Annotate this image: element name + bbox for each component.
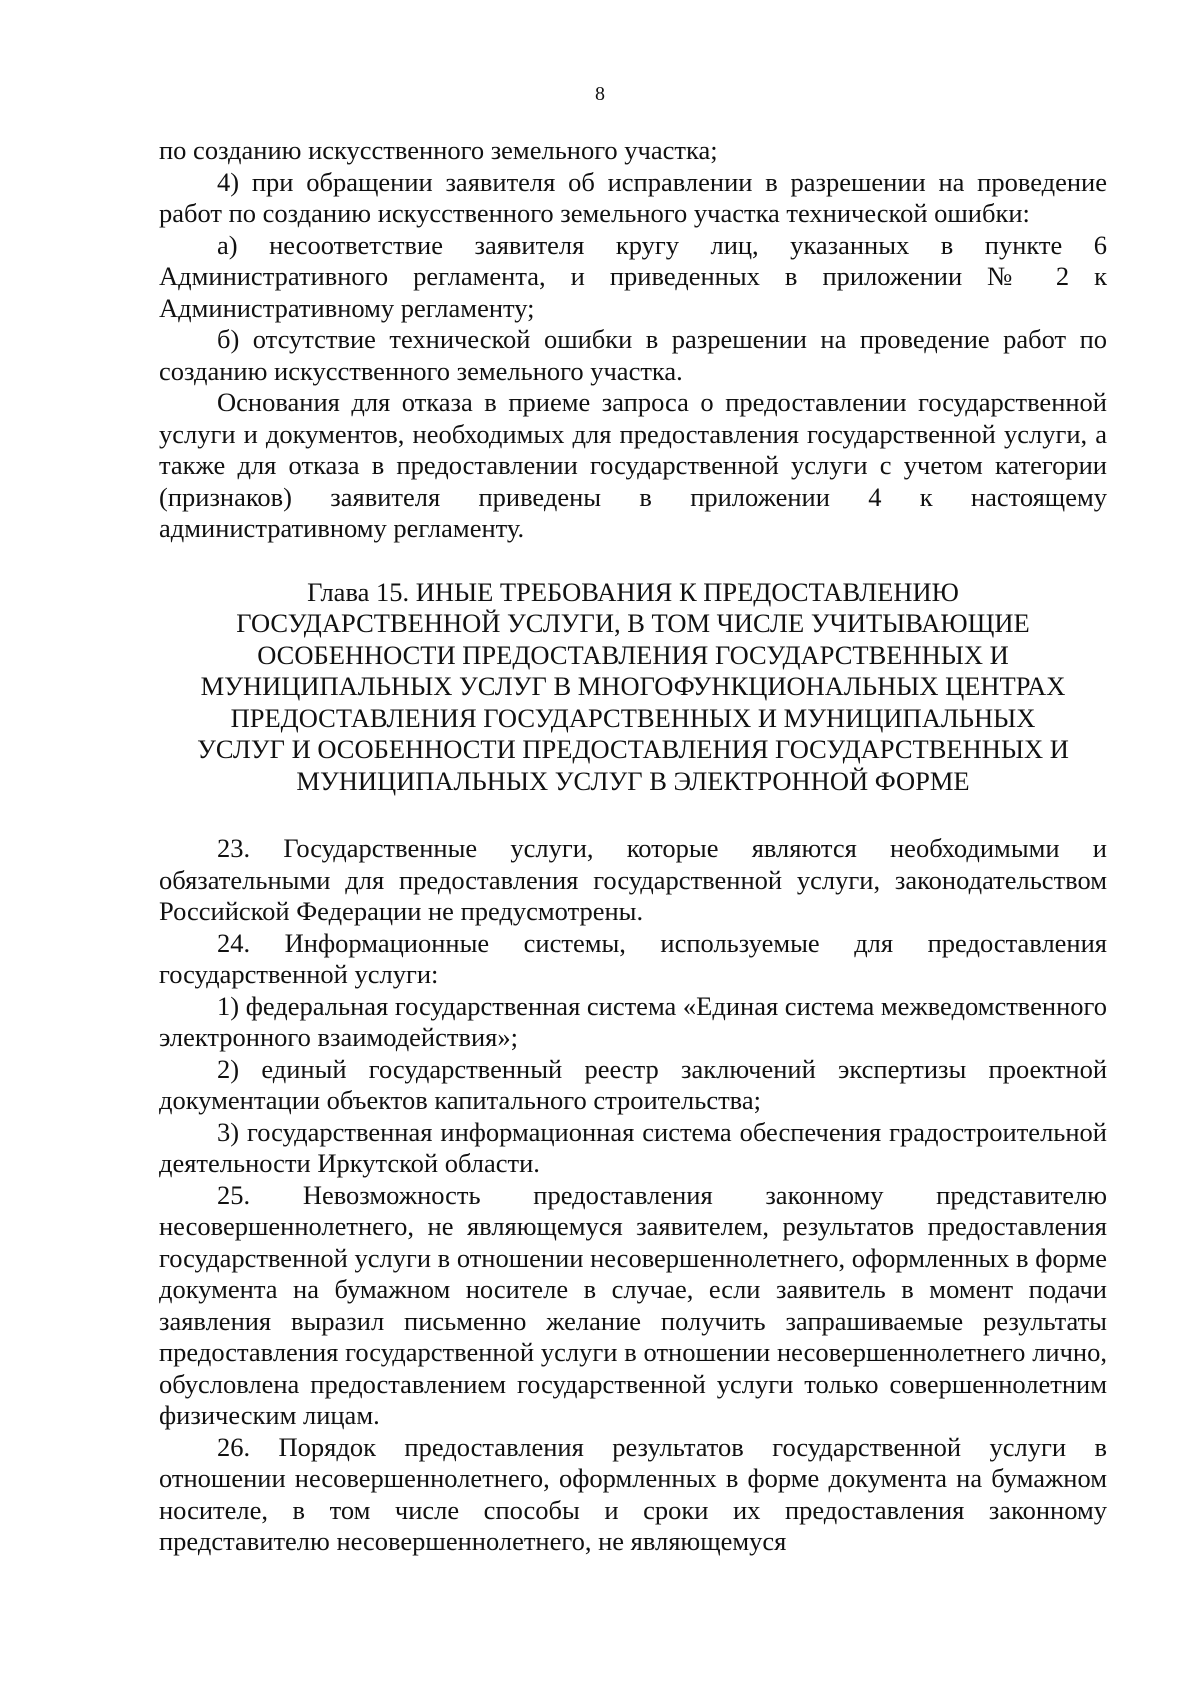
paragraph: б) отсутствие технической ошибки в разрешении на проведение работ по созданию искусственного земельного участка. [159,324,1107,386]
page-number: 8 [595,83,605,105]
chapter-heading-line: МУНИЦИПАЛЬНЫХ УСЛУГ В МНОГОФУНКЦИОНАЛЬНЫХ ЦЕНТРАХ [200,671,1066,701]
list-item: 3) государственная информационная система обеспечения градостроительной деятельности Иркутской области. [159,1116,1107,1178]
chapter-heading-line: ОСОБЕННОСТИ ПРЕДОСТАВЛЕНИЯ ГОСУДАРСТВЕННЫХ И [257,639,1009,670]
chapter-heading-line: Глава 15. ИНЫЕ ТРЕБОВАНИЯ К ПРЕДОСТАВЛЕНИЮ [307,576,959,607]
chapter-heading-line: ПРЕДОСТАВЛЕНИЯ ГОСУДАРСТВЕННЫХ И МУНИЦИПАЛЬНЫХ [230,702,1036,733]
paragraph: 4) при обращении заявителя об исправлении в разрешении на проведение работ по созданию искусственного земельного участка технической ошибки: [159,166,1107,228]
paragraph: Основания для отказа в приеме запроса о предоставлении государственной услуги и документов, необходимых для предоставления государственной услуги, а также для отказа в предоставлении государственной услуги с учетом категории (признаков) заявителя приведены в приложении 4 к настоящему административному регламенту. [159,387,1107,543]
chapter-heading-line: МУНИЦИПАЛЬНЫХ УСЛУГ В ЭЛЕКТРОННОЙ ФОРМЕ [296,765,970,796]
chapter-heading-line: ГОСУДАРСТВЕННОЙ УСЛУГИ, В ТОМ ЧИСЛЕ УЧИТЫВАЮЩИЕ [236,608,1030,638]
paragraph-23: 23. Государственные услуги, которые являются необходимыми и обязательными для предоставления государственной услуги, законодательством Российской Федерации не предусмотрены. [159,833,1107,926]
document-body [159,135,1107,1558]
chapter-heading [159,577,1107,798]
paragraph-25: 25. Невозможность предоставления законному представителю несовершеннолетнего, не являющемуся заявителем, результатов предоставления государственной услуги в отношении несовершеннолетнего, оформленных в форме документа на бумажном носителе в случае, если заявитель в момент подачи заявления выразил письменно желание получить запрашиваемые результаты предоставления государственной услуги в отношении несовершеннолетнего лично, обусловлена предоставлением государственной услуги только совершеннолетним физическим лицам. [159,1179,1107,1430]
paragraph-26: 26. Порядок предоставления результатов государственной услуги в отношении несовершеннолетнего, оформленных в форме документа на бумажном носителе, в том числе способы и сроки их предоставления законному представителю несовершеннолетнего, не являющемуся [159,1431,1107,1556]
paragraph: по созданию искусственного земельного участка; [159,135,718,165]
chapter-heading-line: УСЛУГ И ОСОБЕННОСТИ ПРЕДОСТАВЛЕНИЯ ГОСУДАРСТВЕННЫХ И [197,734,1069,764]
paragraph: а) несоответствие заявителя кругу лиц, указанных в пункте 6 Административного регламента, и приведенных в приложении № 2 к Административному регламенту; [159,229,1107,323]
list-item: 2) единый государственный реестр заключений экспертизы проектной документации объектов капитального строительства; [159,1053,1107,1115]
list-item: 1) федеральная государственная система «Единая система межведомственного электронного взаимодействия»; [159,990,1107,1052]
paragraph-24: 24. Информационные системы, используемые для предоставления государственной услуги: [159,927,1107,989]
